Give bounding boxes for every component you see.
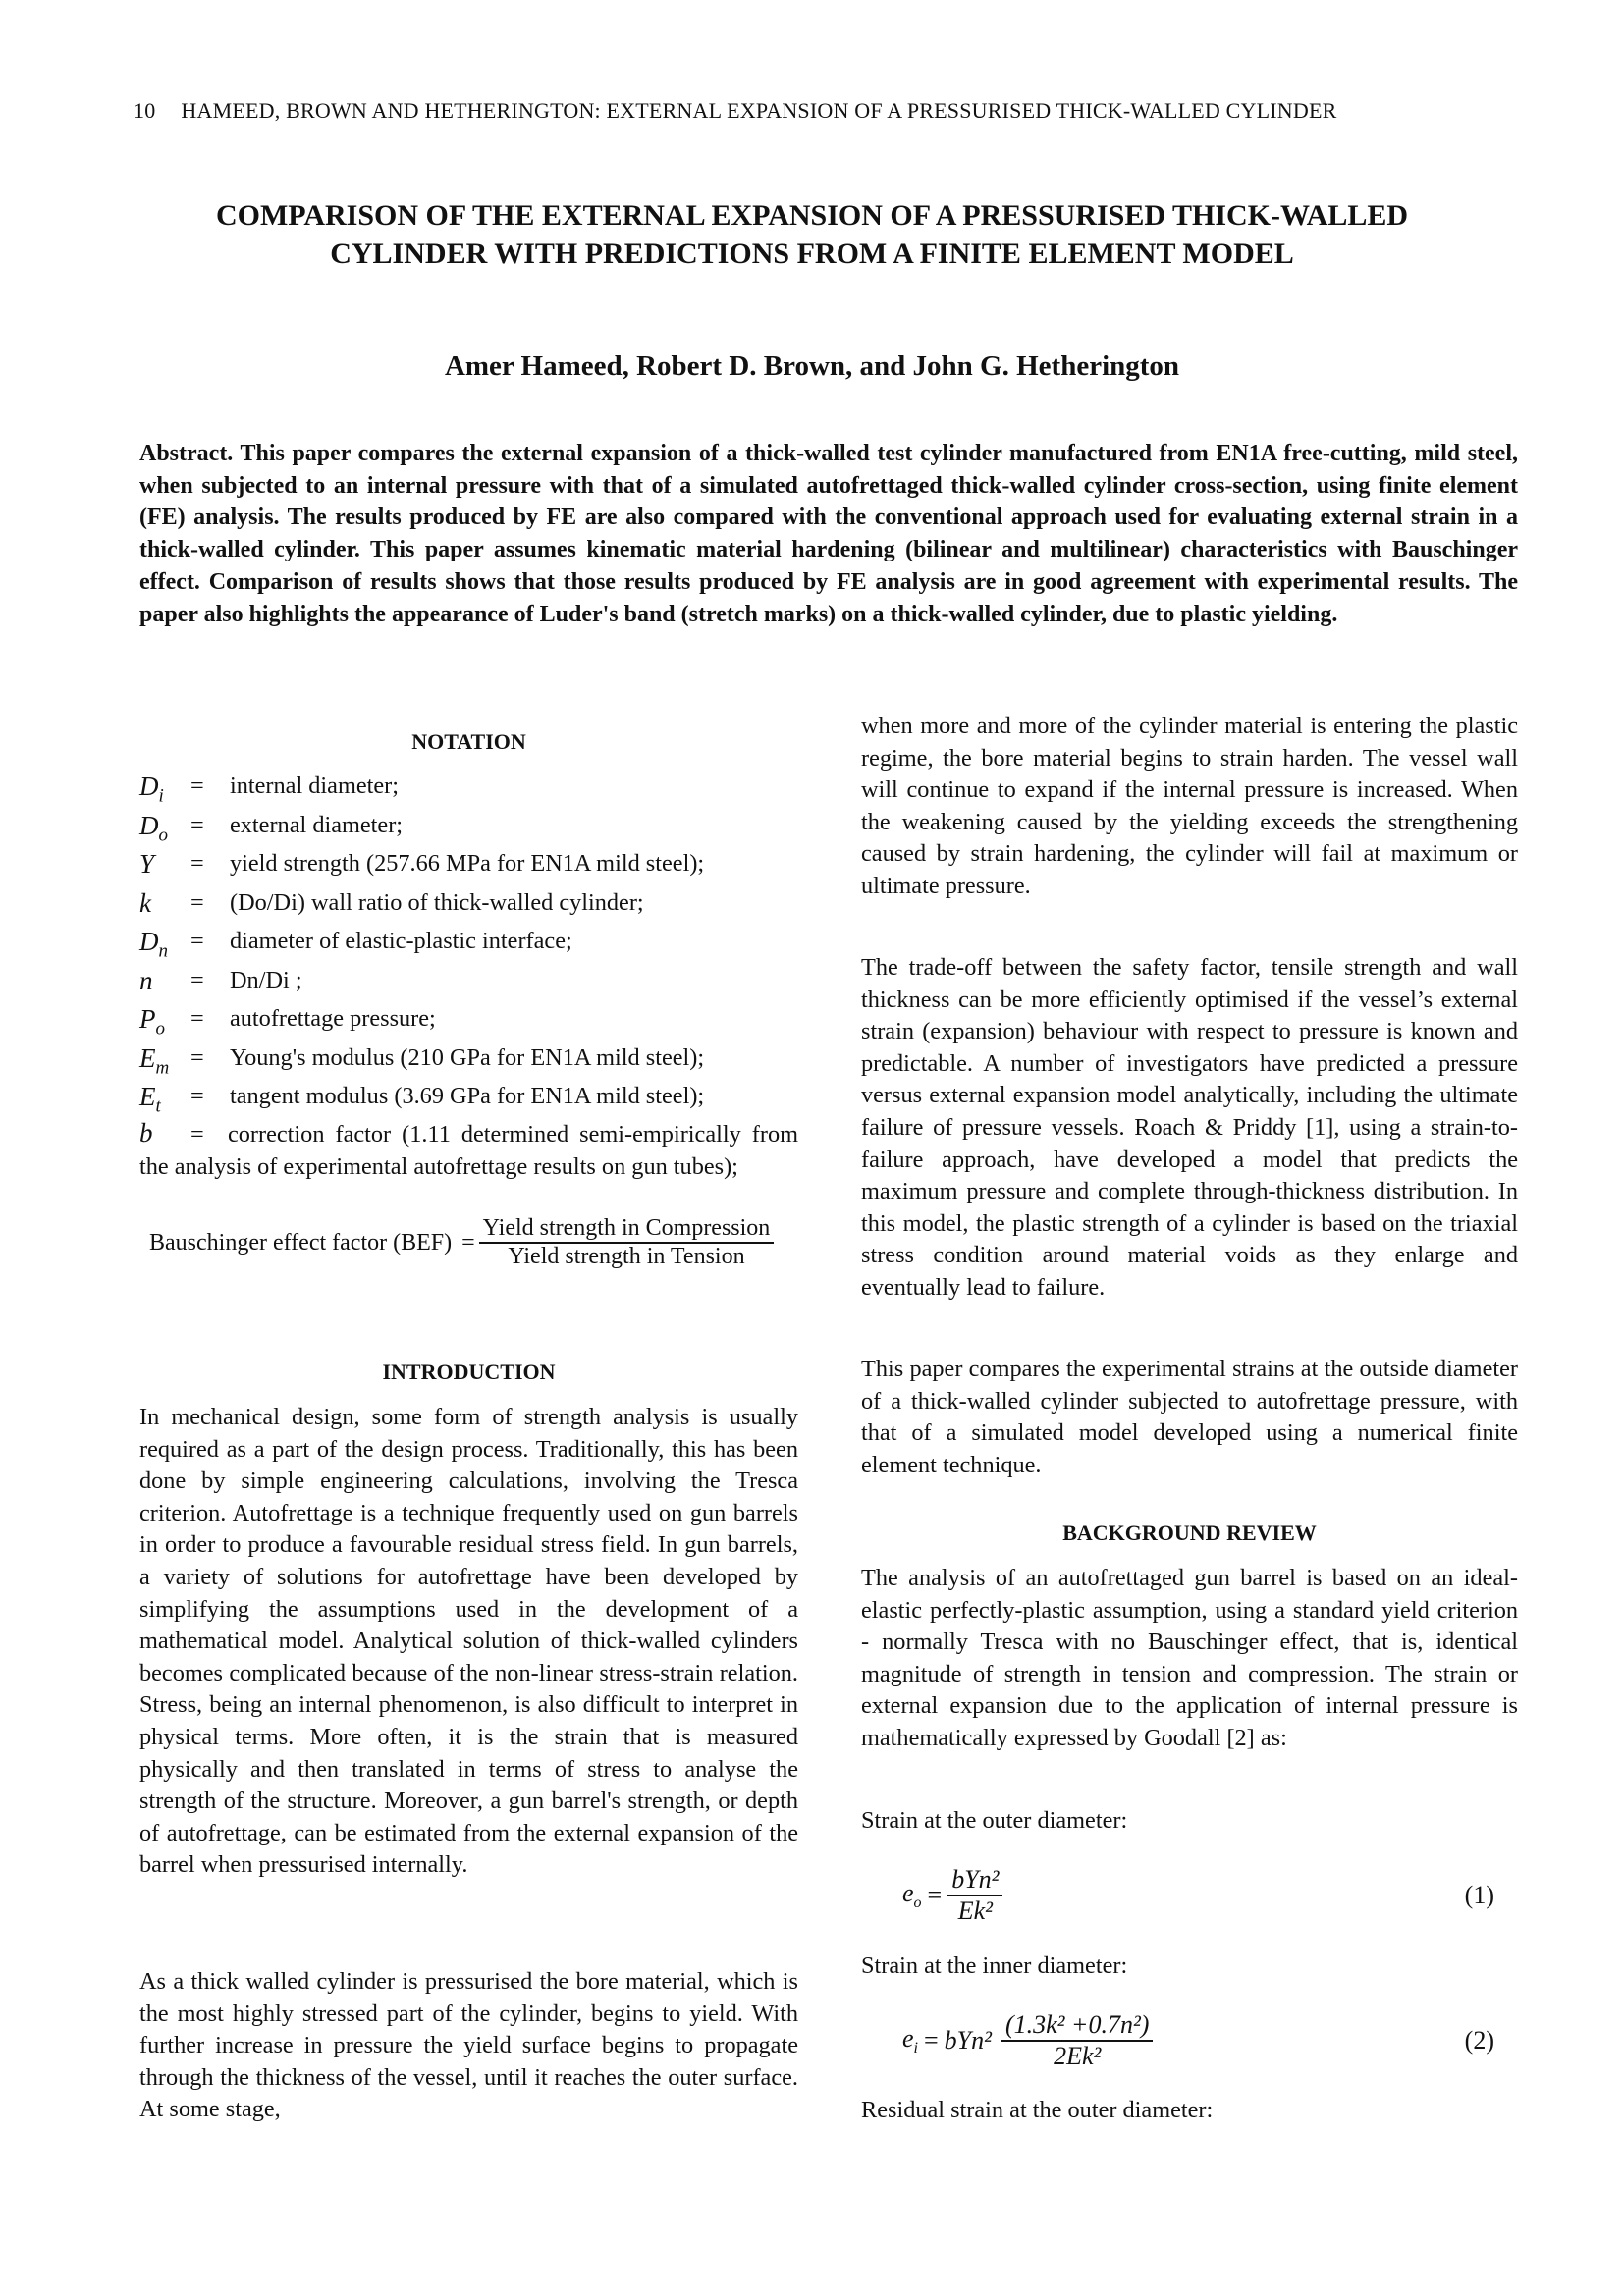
eq1-denominator: Ek² (957, 1896, 993, 1925)
equals: = (190, 888, 204, 916)
eq2-numerator: (1.3k² +0.7n²) (1001, 2010, 1154, 2042)
background-heading: BACKGROUND REVIEW (1062, 1521, 1317, 1545)
eq2-fraction (1001, 2010, 1154, 2071)
outer-strain-label: Strain at the outer diameter: (861, 1807, 1128, 1834)
eq2-lhs-sub: i (913, 2040, 918, 2057)
running-header (134, 98, 1518, 124)
notation-symbol: $E_m$ (139, 1042, 170, 1078)
notation-item (139, 810, 798, 849)
equals: = (461, 1229, 475, 1255)
notation-symbol: n (139, 965, 153, 995)
notation-symbol: $E_t$ (139, 1082, 161, 1117)
notation-item (139, 1003, 798, 1042)
bef-numerator: Yield strength in Compression (479, 1215, 775, 1244)
notation-item (139, 965, 798, 1004)
equals: = (190, 1005, 204, 1032)
notation-description: (Do/Di) wall ratio of thick-walled cylinder; (230, 888, 644, 916)
notation-description: internal diameter; (230, 773, 400, 799)
bef-denominator: Yield strength in Tension (508, 1244, 745, 1269)
notation-item (139, 1042, 798, 1082)
eq2-factor: bYn² (944, 2026, 992, 2055)
eq1-fraction (947, 1865, 1002, 1926)
notation-symbol: $D_i$ (139, 772, 164, 807)
notation-symbol: $D_n$ (139, 927, 168, 962)
notation-description: diameter of elastic-plastic interface; (230, 928, 572, 954)
notation-symbol: $D_o$ (139, 810, 168, 845)
eq1-number: (1) (1464, 1881, 1494, 1909)
authors: Amer Hameed, Robert D. Brown, and John G. Hetherington (444, 350, 1180, 382)
introduction-heading: INTRODUCTION (382, 1360, 556, 1384)
running-title: HAMEED, BROWN AND HETHERINGTON: EXTERNAL EXPANSION OF A PRESSURISED THICK-WALLED CYLINDER (181, 98, 1337, 123)
page-number: 10 (134, 98, 156, 123)
equals: = (190, 928, 204, 954)
eq2-denominator: 2Ek² (1054, 2042, 1102, 2070)
equals: = (190, 1083, 204, 1109)
title-line-1: COMPARISON OF THE EXTERNAL EXPANSION OF A PRESSURISED THICK-WALLED (215, 199, 1409, 232)
intro-paragraph-5: This paper compares the experimental strains at the outside diameter of a thick-walled cylinder subjected to autofrettage pressure, with that of a simulated model developed using a numerical finite element technique. (861, 1356, 1518, 1478)
notation-description: external diameter; (230, 811, 404, 838)
notation-heading: NOTATION (411, 729, 526, 754)
equals: = (190, 773, 204, 799)
intro-paragraph-1: In mechanical design, some form of strength analysis is usually required as a part of the design process. Traditionally, this has been done by simple engineering calculations, involving the Tresca criterion. Autofrettage is a technique frequently used on gun barrels in order to produce a favourable residual stress field. In gun barrels, a variety of solutions for autofrettage have been developed by simplifying the assumptions used in the development of a mathematical model. Analytical solution of thick-walled cylinders becomes complicated because of the non-linear stress-strain relation. Stress, being an internal phenomenon, is also difficult to interpret in physical terms. More often, it is the strain that is measured physically and then translated in terms of stress to analyse the strength of the structure. Moreover, a gun barrel's strength, or depth of autofrettage, can be estimated from the external expansion of the barrel when pressurised internally. (139, 1404, 798, 1879)
notation-description: tangent modulus (3.69 GPa for EN1A mild steel); (230, 1083, 705, 1109)
notation-item (139, 771, 798, 810)
inner-strain-label: Strain at the inner diameter: (861, 1952, 1128, 1979)
bef-label: Bauschinger effect factor (BEF) (149, 1229, 453, 1255)
bef-definition (139, 1215, 798, 1270)
residual-strain-label: Residual strain at the outer diameter: (861, 2097, 1214, 2123)
notation-symbol: Y (139, 849, 155, 879)
equals: = (190, 850, 204, 877)
eq1-numerator: bYn² (947, 1865, 1002, 1896)
equals: = (190, 1121, 204, 1148)
notation-symbol: k (139, 887, 151, 918)
bef-fraction (479, 1215, 775, 1270)
notation-description: autofrettage pressure; (230, 1005, 436, 1032)
paper-title (98, 196, 1526, 273)
notation-symbol: $P_o$ (139, 1004, 165, 1040)
equation-2: $e_i$ = bYn² $\frac{\text{(1.3k² +0.7n²)}}{\text{2Ek²}}$ (2) (902, 2010, 1494, 2070)
intro-paragraph-3: when more and more of the cylinder material is entering the plastic regime, the bore material begins to strain harden. The vessel wall will continue to expand if the internal pressure is increased. When the weakening caused by the yielding exceeds the strengthening caused by strain hardening, the cylinder will fail at maximum or ultimate pressure. (861, 713, 1518, 899)
eq1-lhs: e (902, 1878, 914, 1907)
notation-item (139, 1081, 798, 1120)
intro-paragraph-4: The trade-off between the safety factor, tensile strength and wall thickness can be more efficiently optimised if the vessel’s external strain (expansion) behaviour with respect to pressure is known and predictable. A number of investigators have predicted a pressure versus external expansion model analytically, including the ultimate failure of pressure vessels. Roach & Priddy [1], using a strain-to-failure approach, have developed a model that predicts the maximum pressure and complete through-thickness distribution. In this model, the plastic strength of a cylinder is based on the triaxial stress condition around material voids as they enlarge and eventually lead to failure. (861, 954, 1518, 1301)
equals: = (190, 1043, 204, 1071)
notation-item (139, 926, 798, 965)
b-description: correction factor (1.11 determined semi-empirically from the analysis of experimental autofrettage results on gun tubes); (139, 1121, 798, 1180)
equals: = (190, 811, 204, 838)
background-paragraph: The analysis of an autofrettaged gun barrel is based on an ideal-elastic perfectly-plastic assumption, using a standard yield criterion - normally Tresca with no Bauschinger effect, that is, identical magnitude of strength in tension and compression. The strain or external expansion due to the application of internal pressure is mathematically expressed by Goodall [2] as: (861, 1565, 1518, 1751)
notation-item (139, 887, 798, 927)
title-line-2: CYLINDER WITH PREDICTIONS FROM A FINITE ELEMENT MODEL (330, 238, 1294, 270)
abstract: Abstract. This paper compares the external expansion of a thick-walled test cylinder manufactured from EN1A free-cutting, mild steel, when subjected to an internal pressure with that of a simulated autofrettaged thick-walled cylinder cross-section, using finite element (FE) analysis. The results produced by FE are also compared with the conventional approach used for evaluating external strain in a thick-walled cylinder. This paper assumes kinematic material hardening (bilinear and multilinear) characteristics with Bauschinger effect. Comparison of results shows that those results produced by FE analysis are in good agreement with experimental results. The paper also highlights the appearance of Luder's band (stretch marks) on a thick-walled cylinder, due to plastic yielding. (139, 441, 1518, 627)
notation-description: Young's modulus (210 GPa for EN1A mild steel); (230, 1043, 705, 1071)
notation-b (139, 1117, 798, 1183)
eq2-lhs: e (902, 2023, 914, 2053)
eq1-lhs-sub: o (913, 1895, 922, 1912)
eq2-number: (2) (1464, 2026, 1494, 2055)
intro-paragraph-2: As a thick walled cylinder is pressurised the bore material, which is the most highly stressed part of the cylinder, begins to yield. With further increase in pressure the yield surface begins to propagate through the thickness of the vessel, until it reaches the outer surface. At some stage, (139, 1968, 798, 2123)
equation-1: $e_o$ = $\frac{\text{bYn²}}{\text{Ek²}}$ (1) (902, 1865, 1494, 1925)
symbol-b: b (139, 1118, 153, 1148)
equals: = (190, 966, 204, 993)
notation-list (139, 771, 798, 1120)
notation-description: yield strength (257.66 MPa for EN1A mild steel); (230, 850, 705, 877)
notation-description: Dn/Di ; (230, 966, 302, 993)
notation-item (139, 848, 798, 887)
